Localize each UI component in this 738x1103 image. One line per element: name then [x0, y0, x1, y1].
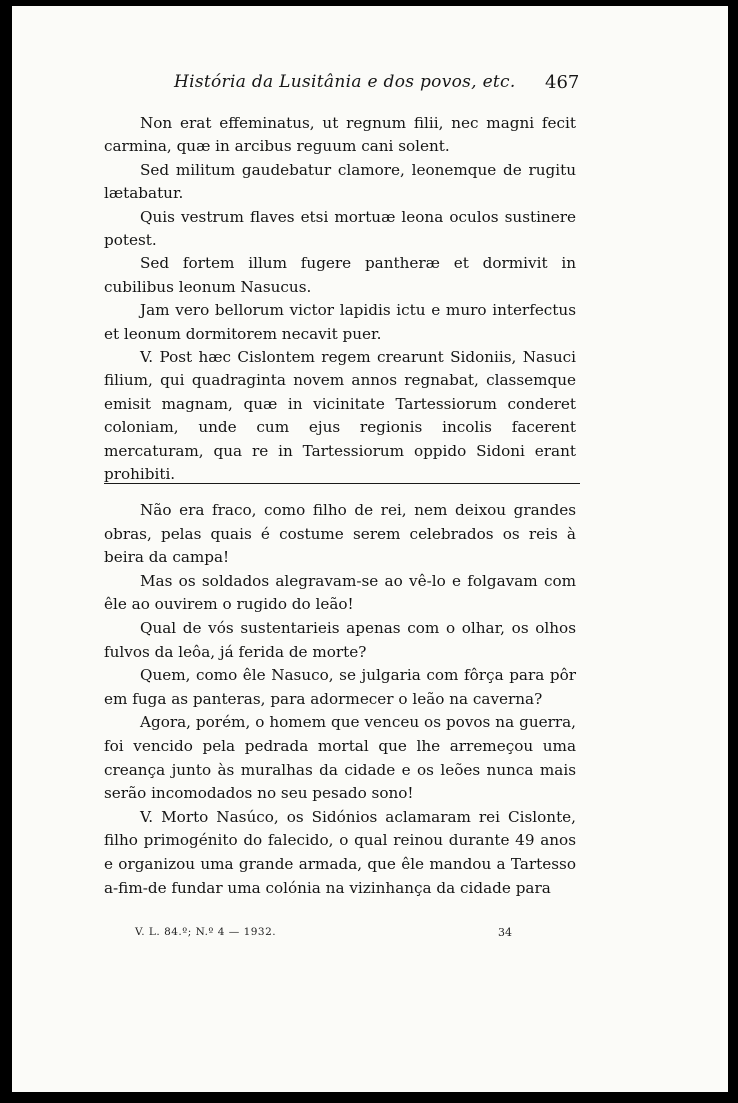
latin-paragraph: Sed fortem illum fugere pantheræ et dormivit in cubilibus leonum Nasucus.: [104, 254, 576, 296]
latin-paragraph: Jam vero bellorum victor lapidis ictu e muro interfectus et leonum dormitorem necavit puer.: [104, 301, 576, 343]
portuguese-paragraph: Agora, porém, o homem que venceu os povos na guerra, foi vencido pela pedrada mortal que lhe arremeçou uma creança junto às muralhas da cidade e os leões nunca mais serão incomodados no seu pesado sono!: [104, 713, 576, 803]
latin-paragraph: V. Post hæc Cislontem regem crearunt Sidoniis, Nasuci filium, qui quadraginta novem annos regnabat, classemque emisit magnam, quæ in vicinitate Tartessiorum conderet coloniam, unde cum ejus regionis incolis facerent mercaturam, qua re in Tartessiorum oppido Sidoni erant prohibiti.: [104, 348, 576, 484]
portuguese-paragraph: Mas os soldados alegravam-se ao vê-lo e folgavam com êle ao ouvirem o rugido do leão!: [104, 571, 576, 614]
page-footer: [12, 926, 728, 946]
portuguese-paragraph: Qual de vós sustentarieis apenas com o olhar, os olhos fulvos da leôa, já ferida de morte?: [104, 618, 576, 661]
latin-paragraph: Quis vestrum flaves etsi mortuæ leona oculos sustinere potest.: [104, 207, 576, 250]
running-header: [12, 72, 728, 102]
printer-signature: V. L. 84.º; N.º 4 — 1932.: [135, 926, 277, 938]
latin-paragraph: Sed militum gaudebatur clamore, leonemque de rugitu lætabatur.: [104, 160, 576, 203]
latin-text-block: [104, 112, 576, 487]
portuguese-text-block: [104, 499, 576, 900]
section-divider: [104, 483, 580, 484]
running-title: História da Lusitânia e dos povos, etc.: [174, 72, 516, 92]
portuguese-paragraph: Quem, como êle Nasuco, se julgaria com fôrça para pôr em fuga as panteras, para adormecer o leão na caverna?: [104, 666, 576, 708]
portuguese-paragraph: Não era fraco, como filho de rei, nem deixou grandes obras, pelas quais é costume serem celebrados os reis à beira da campa!: [104, 501, 576, 567]
book-page: [12, 6, 728, 1092]
sheet-number: 34: [498, 926, 512, 939]
portuguese-paragraph: V. Morto Nasúco, os Sidónios aclamaram rei Cislonte, filho primogénito do falecido, o qual reinou durante 49 anos e organizou uma grande armada, que êle mandou a Tartesso a-fim-de fundar uma colónia na vizinhança da cidade para: [104, 807, 576, 897]
page-number: 467: [545, 72, 580, 93]
latin-paragraph: Non erat effeminatus, ut regnum filii, nec magni fecit carmina, quæ in arcibus reguum cani solent.: [104, 114, 576, 156]
